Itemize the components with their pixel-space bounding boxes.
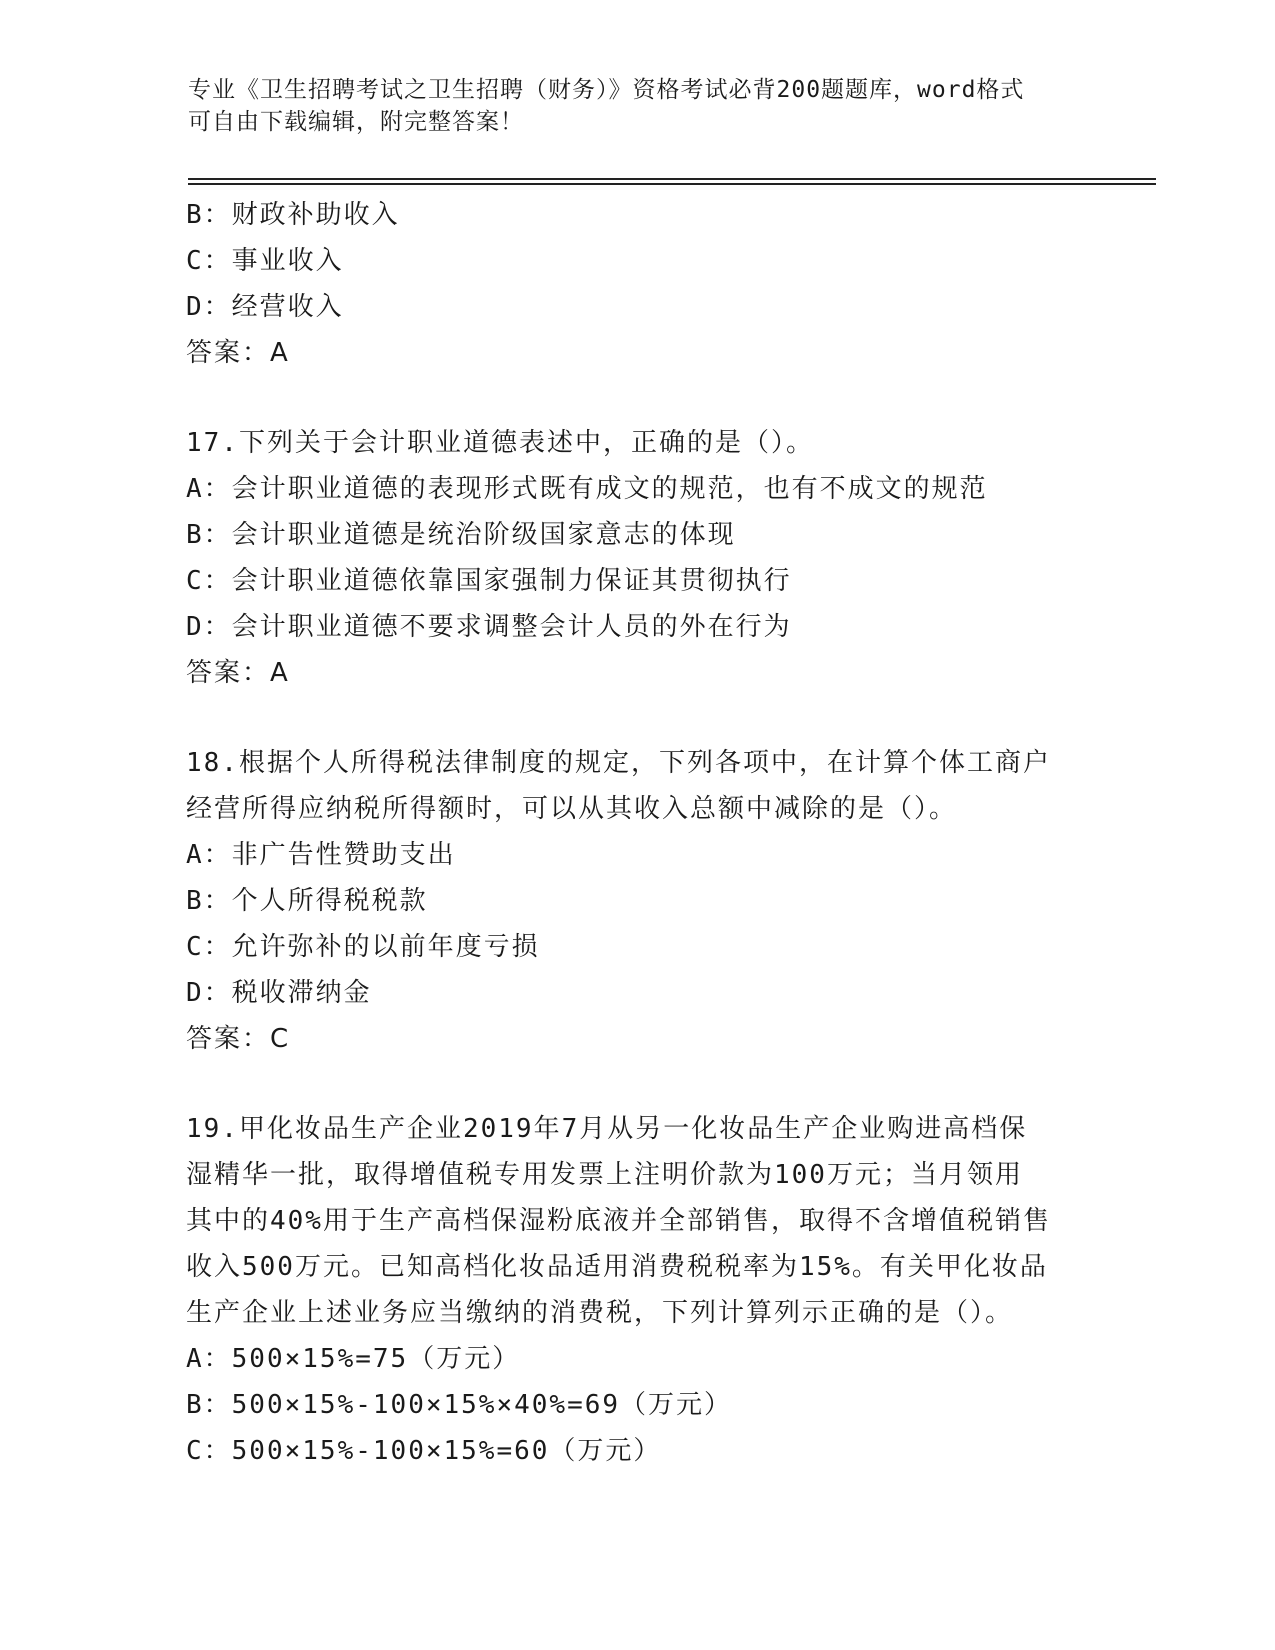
question-stem-line-2: 湿精华一批，取得增值税专用发票上注明价款为100万元；当月领用 <box>186 1160 1023 1190</box>
option-label: B： <box>186 886 232 916</box>
option-label: D： <box>186 978 232 1008</box>
question-list <box>186 192 1086 1474</box>
answer-line: 答案：A <box>186 658 290 688</box>
option-a <box>186 466 1086 512</box>
option-label: C： <box>186 566 232 596</box>
document-header <box>188 74 1088 138</box>
option-label: B： <box>186 520 232 550</box>
option-text: 个人所得税税款 <box>231 886 428 916</box>
option-c <box>186 924 1086 970</box>
option-d <box>186 970 1086 1016</box>
question-stem-line-5: 生产企业上述业务应当缴纳的消费税，下列计算列示正确的是（）。 <box>186 1298 1014 1328</box>
header-line-2: 可自由下载编辑，附完整答案！ <box>188 109 524 135</box>
question-stem-line-1: 19.甲化妆品生产企业2019年7月从另一化妆品生产企业购进高档保 <box>186 1114 1028 1144</box>
question-stem-line-3: 其中的40%用于生产高档保湿粉底液并全部销售，取得不含增值税销售 <box>186 1206 1051 1236</box>
option-text: 会计职业道德的表现形式既有成文的规范，也有不成文的规范 <box>231 474 988 504</box>
option-a <box>186 1336 1086 1382</box>
question-stem: 17.下列关于会计职业道德表述中，正确的是（）。 <box>186 428 814 458</box>
question-stem-line-1: 18.根据个人所得税法律制度的规定，下列各项中，在计算个体工商户 <box>186 748 1051 778</box>
option-text: 经营收入 <box>231 292 344 322</box>
option-label: D： <box>186 292 232 322</box>
option-text: 财政补助收入 <box>231 200 400 230</box>
option-label: A： <box>186 840 232 870</box>
answer-line: 答案：A <box>186 338 290 368</box>
option-text: 事业收入 <box>231 246 344 276</box>
option-label: D： <box>186 612 232 642</box>
option-text: 会计职业道德是统治阶级国家意志的体现 <box>231 520 736 550</box>
option-a <box>186 832 1086 878</box>
option-label: A： <box>186 474 232 504</box>
option-label: C： <box>186 1436 232 1466</box>
option-c <box>186 558 1086 604</box>
option-label: C： <box>186 246 232 276</box>
answer-line: 答案：C <box>186 1024 291 1054</box>
option-label: C： <box>186 932 232 962</box>
option-label: B： <box>186 200 232 230</box>
option-text: 500×15%-100×15%×40%=69（万元） <box>231 1390 733 1420</box>
option-b <box>186 192 1086 238</box>
option-d <box>186 284 1086 330</box>
option-c <box>186 238 1086 284</box>
option-text: 允许弥补的以前年度亏损 <box>231 932 540 962</box>
option-b <box>186 878 1086 924</box>
question-stem-line-2: 经营所得应纳税所得额时，可以从其收入总额中减除的是（）。 <box>186 794 958 824</box>
option-label: B： <box>186 1390 232 1420</box>
question-stem-line-4: 收入500万元。已知高档化妆品适用消费税税率为15%。有关甲化妆品 <box>186 1252 1048 1282</box>
question-17 <box>186 420 1086 696</box>
option-text: 税收滞纳金 <box>231 978 372 1008</box>
question-16-tail <box>186 192 1086 376</box>
header-line-1: 专业《卫生招聘考试之卫生招聘（财务）》资格考试必背200题题库，word格式 <box>188 77 1025 103</box>
option-d <box>186 604 1086 650</box>
option-label: A： <box>186 1344 232 1374</box>
option-b <box>186 1382 1086 1428</box>
header-rule-top <box>188 178 1156 180</box>
option-b <box>186 512 1086 558</box>
option-text: 会计职业道德不要求调整会计人员的外在行为 <box>231 612 792 642</box>
option-text: 500×15%-100×15%=60（万元） <box>231 1436 662 1466</box>
option-c <box>186 1428 1086 1474</box>
option-text: 非广告性赞助支出 <box>231 840 456 870</box>
question-19 <box>186 1106 1086 1474</box>
option-text: 会计职业道德依靠国家强制力保证其贯彻执行 <box>231 566 792 596</box>
header-rule-bottom <box>188 183 1156 185</box>
question-18 <box>186 740 1086 1062</box>
option-text: 500×15%=75（万元） <box>231 1344 521 1374</box>
